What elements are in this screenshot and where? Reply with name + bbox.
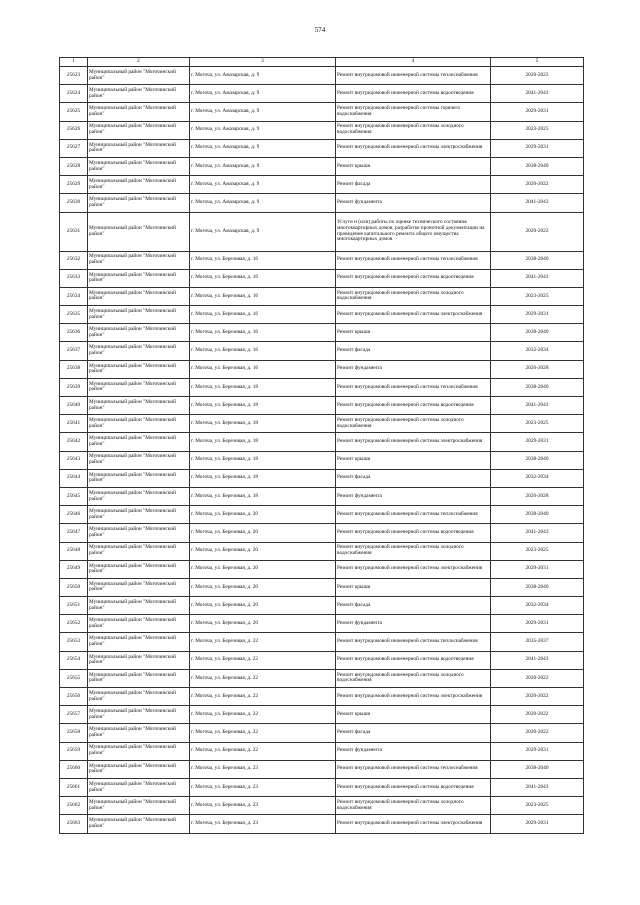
table-row: [60, 760, 584, 778]
municipality-cell: Муниципальный район "Могочинский район": [88, 212, 190, 251]
address-cell: г. Могоча, ул. Березовая, д. 16: [190, 306, 336, 324]
address-cell: г. Могоча, ул. Березовая, д. 16: [190, 251, 336, 269]
municipality-cell: Муниципальный район "Могочинский район": [88, 103, 190, 121]
table-row: [60, 415, 584, 433]
work-type-cell: Ремонт внутридомовой инженерной системы электроснабжения: [336, 139, 491, 157]
municipality-cell: Муниципальный район "Могочинский район": [88, 524, 190, 542]
row-number: 25623: [60, 67, 88, 85]
row-number: 25650: [60, 578, 88, 596]
period-cell: 2038-2040: [491, 760, 584, 778]
work-type-cell: Ремонт фасада: [336, 342, 491, 360]
period-cell: 2029-2031: [491, 560, 584, 578]
period-cell: 2029-2031: [491, 139, 584, 157]
table-row: [60, 103, 584, 121]
work-type-cell: Ремонт крыши: [336, 451, 491, 469]
period-cell: 2023-2025: [491, 542, 584, 560]
row-number: 25642: [60, 433, 88, 451]
work-type-cell: Ремонт внутридомовой инженерной системы водоотведения: [336, 524, 491, 542]
table-row: [60, 212, 584, 251]
table-row: [60, 176, 584, 194]
municipality-cell: Муниципальный район "Могочинский район": [88, 469, 190, 487]
address-cell: г. Могоча, ул. Амазарская, д. 9: [190, 67, 336, 85]
table-row: [60, 85, 584, 103]
address-cell: г. Могоча, ул. Березовая, д. 18: [190, 378, 336, 396]
row-number: 25643: [60, 451, 88, 469]
address-cell: г. Могоча, ул. Березовая, д. 18: [190, 415, 336, 433]
period-cell: 2029-2031: [491, 815, 584, 833]
period-cell: 2038-2040: [491, 578, 584, 596]
address-cell: г. Могоча, ул. Амазарская, д. 9: [190, 157, 336, 175]
work-type-cell: Ремонт крыши: [336, 706, 491, 724]
period-cell: 2038-2040: [491, 324, 584, 342]
period-cell: 2029-2031: [491, 306, 584, 324]
table-row: [60, 194, 584, 212]
row-number: 25662: [60, 797, 88, 815]
row-number: 25654: [60, 651, 88, 669]
table-row: [60, 669, 584, 687]
municipality-cell: Муниципальный район "Могочинский район": [88, 487, 190, 505]
row-number: 25631: [60, 212, 88, 251]
municipality-cell: Муниципальный район "Могочинский район": [88, 797, 190, 815]
period-cell: 2020-2022: [491, 706, 584, 724]
work-type-cell: Ремонт внутридомовой инженерной системы теплоснабжения: [336, 506, 491, 524]
row-number: 25628: [60, 157, 88, 175]
row-number: 25653: [60, 633, 88, 651]
table-row: [60, 451, 584, 469]
table-row: [60, 121, 584, 139]
address-cell: г. Могоча, ул. Березовая, д. 23: [190, 815, 336, 833]
row-number: 25635: [60, 306, 88, 324]
address-cell: г. Могоча, ул. Березовая, д. 22: [190, 669, 336, 687]
column-header-5: 5: [491, 58, 584, 67]
address-cell: г. Могоча, ул. Березовая, д. 23: [190, 778, 336, 796]
work-type-cell: Ремонт фундамента: [336, 615, 491, 633]
address-cell: г. Могоча, ул. Березовая, д. 20: [190, 615, 336, 633]
period-cell: 2026-2028: [491, 487, 584, 505]
municipality-cell: Муниципальный район "Могочинский район": [88, 578, 190, 596]
address-cell: г. Могоча, ул. Березовая, д. 20: [190, 506, 336, 524]
address-cell: г. Могоча, ул. Березовая, д. 18: [190, 397, 336, 415]
row-number: 25632: [60, 251, 88, 269]
column-header-4: 4: [336, 58, 491, 67]
municipality-cell: Муниципальный район "Могочинский район": [88, 815, 190, 833]
work-type-cell: Ремонт внутридомовой инженерной системы водоотведения: [336, 85, 491, 103]
address-cell: г. Могоча, ул. Березовая, д. 20: [190, 542, 336, 560]
row-number: 25659: [60, 742, 88, 760]
work-type-cell: Ремонт внутридомовой инженерной системы электроснабжения: [336, 560, 491, 578]
period-cell: 2041-2043: [491, 397, 584, 415]
work-type-cell: Ремонт внутридомовой инженерной системы водоотведения: [336, 651, 491, 669]
row-number: 25639: [60, 378, 88, 396]
municipality-cell: Муниципальный район "Могочинский район": [88, 669, 190, 687]
table-row: [60, 157, 584, 175]
municipality-cell: Муниципальный район "Могочинский район": [88, 85, 190, 103]
municipality-cell: Муниципальный район "Могочинский район": [88, 688, 190, 706]
work-type-cell: Ремонт внутридомовой инженерной системы холодного водоснабжения: [336, 121, 491, 139]
row-number: 25636: [60, 324, 88, 342]
table-row: [60, 269, 584, 287]
municipality-cell: Муниципальный район "Могочинский район": [88, 121, 190, 139]
address-cell: г. Могоча, ул. Березовая, д. 16: [190, 324, 336, 342]
work-type-cell: Ремонт внутридомовой инженерной системы водоотведения: [336, 269, 491, 287]
work-type-cell: Ремонт фундамента: [336, 742, 491, 760]
address-cell: г. Могоча, ул. Березовая, д. 16: [190, 342, 336, 360]
table-row: [60, 487, 584, 505]
municipality-cell: Муниципальный район "Могочинский район": [88, 615, 190, 633]
period-cell: 2041-2043: [491, 269, 584, 287]
period-cell: 2026-2028: [491, 360, 584, 378]
work-type-cell: Ремонт крыши: [336, 157, 491, 175]
address-cell: г. Могоча, ул. Амазарская, д. 9: [190, 194, 336, 212]
municipality-cell: Муниципальный район "Могочинский район": [88, 139, 190, 157]
table-row: [60, 67, 584, 85]
table-row: [60, 560, 584, 578]
row-number: 25651: [60, 597, 88, 615]
table-row: [60, 342, 584, 360]
table-row: [60, 360, 584, 378]
work-type-cell: Ремонт внутридомовой инженерной системы теплоснабжения: [336, 67, 491, 85]
table-body: [60, 67, 584, 834]
work-type-cell: Ремонт фундамента: [336, 360, 491, 378]
address-cell: г. Могоча, ул. Березовая, д. 18: [190, 469, 336, 487]
municipality-cell: Муниципальный район "Могочинский район": [88, 742, 190, 760]
row-number: 25640: [60, 397, 88, 415]
period-cell: 2041-2043: [491, 651, 584, 669]
municipality-cell: Муниципальный район "Могочинский район": [88, 633, 190, 651]
period-cell: 2038-2040: [491, 378, 584, 396]
table-row: [60, 797, 584, 815]
work-type-cell: Ремонт внутридомовой инженерной системы горячего водоснабжения: [336, 103, 491, 121]
row-number: 25663: [60, 815, 88, 833]
row-number: 25624: [60, 85, 88, 103]
row-number: 25652: [60, 615, 88, 633]
address-cell: г. Могоча, ул. Амазарская, д. 9: [190, 103, 336, 121]
address-cell: г. Могоча, ул. Березовая, д. 16: [190, 287, 336, 305]
period-cell: 2038-2040: [491, 157, 584, 175]
table-row: [60, 542, 584, 560]
work-type-cell: Ремонт внутридомовой инженерной системы электроснабжения: [336, 815, 491, 833]
address-cell: г. Могоча, ул. Березовая, д. 22: [190, 651, 336, 669]
table-row: [60, 287, 584, 305]
period-cell: 2029-2031: [491, 433, 584, 451]
table-row: [60, 469, 584, 487]
column-header-1: 1: [60, 58, 88, 67]
table-row: [60, 578, 584, 596]
address-cell: г. Могоча, ул. Амазарская, д. 9: [190, 176, 336, 194]
work-type-cell: Услуги и (или) работы по оценке технического состояния многоквартирных домов, разработке проектной документации на проведение капитального ремонта общего имущества многоквартирных домов: [336, 212, 491, 251]
period-cell: 2020-2022: [491, 669, 584, 687]
work-type-cell: Ремонт внутридомовой инженерной системы теплоснабжения: [336, 251, 491, 269]
address-cell: г. Могоча, ул. Амазарская, д. 9: [190, 139, 336, 157]
row-number: 25627: [60, 139, 88, 157]
municipality-cell: Муниципальный район "Могочинский район": [88, 433, 190, 451]
work-type-cell: Ремонт внутридомовой инженерной системы теплоснабжения: [336, 633, 491, 651]
municipality-cell: Муниципальный район "Могочинский район": [88, 724, 190, 742]
period-cell: 2032-2034: [491, 342, 584, 360]
address-cell: г. Могоча, ул. Березовая, д. 18: [190, 487, 336, 505]
municipality-cell: Муниципальный район "Могочинский район": [88, 706, 190, 724]
row-number: 25646: [60, 506, 88, 524]
work-type-cell: Ремонт внутридомовой инженерной системы холодного водоснабжения: [336, 797, 491, 815]
table-row: [60, 433, 584, 451]
address-cell: г. Могоча, ул. Березовая, д. 23: [190, 797, 336, 815]
address-cell: г. Могоча, ул. Березовая, д. 16: [190, 360, 336, 378]
work-type-cell: Ремонт внутридомовой инженерной системы холодного водоснабжения: [336, 287, 491, 305]
table-row: [60, 724, 584, 742]
work-type-cell: Ремонт фасада: [336, 724, 491, 742]
address-cell: г. Могоча, ул. Березовая, д. 22: [190, 688, 336, 706]
work-type-cell: Ремонт фундамента: [336, 194, 491, 212]
period-cell: 2038-2040: [491, 451, 584, 469]
address-cell: г. Могоча, ул. Березовая, д. 18: [190, 433, 336, 451]
row-number: 25634: [60, 287, 88, 305]
row-number: 25649: [60, 560, 88, 578]
table-header-row: [60, 58, 584, 67]
work-type-cell: Ремонт фасада: [336, 176, 491, 194]
period-cell: 2041-2043: [491, 85, 584, 103]
table-row: [60, 251, 584, 269]
row-number: 25645: [60, 487, 88, 505]
municipality-cell: Муниципальный район "Могочинский район": [88, 560, 190, 578]
municipality-cell: Муниципальный район "Могочинский район": [88, 324, 190, 342]
row-number: 25648: [60, 542, 88, 560]
municipality-cell: Муниципальный район "Могочинский район": [88, 342, 190, 360]
work-type-cell: Ремонт крыши: [336, 578, 491, 596]
municipality-cell: Муниципальный район "Могочинский район": [88, 360, 190, 378]
row-number: 25658: [60, 724, 88, 742]
address-cell: г. Могоча, ул. Березовая, д. 20: [190, 597, 336, 615]
period-cell: 2023-2025: [491, 121, 584, 139]
table-row: [60, 139, 584, 157]
table-row: [60, 524, 584, 542]
column-header-3: 3: [190, 58, 336, 67]
row-number: 25660: [60, 760, 88, 778]
period-cell: 2029-2031: [491, 103, 584, 121]
table-row: [60, 815, 584, 833]
municipality-cell: Муниципальный район "Могочинский район": [88, 269, 190, 287]
period-cell: 2020-2022: [491, 688, 584, 706]
municipality-cell: Муниципальный район "Могочинский район": [88, 651, 190, 669]
work-type-cell: Ремонт внутридомовой инженерной системы водоотведения: [336, 778, 491, 796]
table-row: [60, 706, 584, 724]
municipality-cell: Муниципальный район "Могочинский район": [88, 415, 190, 433]
work-type-cell: Ремонт внутридомовой инженерной системы электроснабжения: [336, 688, 491, 706]
period-cell: 2020-2022: [491, 724, 584, 742]
address-cell: г. Могоча, ул. Амазарская, д. 9: [190, 85, 336, 103]
municipality-cell: Муниципальный район "Могочинский район": [88, 378, 190, 396]
municipality-cell: Муниципальный район "Могочинский район": [88, 597, 190, 615]
work-type-cell: Ремонт внутридомовой инженерной системы холодного водоснабжения: [336, 415, 491, 433]
period-cell: 2020-2022: [491, 67, 584, 85]
period-cell: 2038-2040: [491, 251, 584, 269]
row-number: 25644: [60, 469, 88, 487]
table-row: [60, 651, 584, 669]
row-number: 25661: [60, 778, 88, 796]
address-cell: г. Могоча, ул. Березовая, д. 22: [190, 633, 336, 651]
period-cell: 2020-2022: [491, 176, 584, 194]
period-cell: 2041-2043: [491, 778, 584, 796]
municipality-cell: Муниципальный район "Могочинский район": [88, 67, 190, 85]
page-number: 574: [314, 26, 326, 34]
address-cell: г. Могоча, ул. Березовая, д. 23: [190, 760, 336, 778]
row-number: 25629: [60, 176, 88, 194]
period-cell: 2029-2031: [491, 615, 584, 633]
column-header-2: 2: [88, 58, 190, 67]
period-cell: 2038-2040: [491, 506, 584, 524]
municipality-cell: Муниципальный район "Могочинский район": [88, 451, 190, 469]
period-cell: 2023-2025: [491, 797, 584, 815]
municipality-cell: Муниципальный район "Могочинский район": [88, 397, 190, 415]
work-type-cell: Ремонт внутридомовой инженерной системы холодного водоснабжения: [336, 669, 491, 687]
municipality-cell: Муниципальный район "Могочинский район": [88, 542, 190, 560]
period-cell: 2020-2022: [491, 212, 584, 251]
row-number: 25633: [60, 269, 88, 287]
work-type-cell: Ремонт внутридомовой инженерной системы теплоснабжения: [336, 760, 491, 778]
row-number: 25638: [60, 360, 88, 378]
row-number: 25630: [60, 194, 88, 212]
row-number: 25647: [60, 524, 88, 542]
address-cell: г. Могоча, ул. Березовая, д. 22: [190, 724, 336, 742]
address-cell: г. Могоча, ул. Березовая, д. 22: [190, 742, 336, 760]
address-cell: г. Могоча, ул. Амазарская, д. 9: [190, 212, 336, 251]
row-number: 25657: [60, 706, 88, 724]
period-cell: 2023-2025: [491, 287, 584, 305]
row-number: 25641: [60, 415, 88, 433]
municipality-cell: Муниципальный район "Могочинский район": [88, 251, 190, 269]
address-cell: г. Могоча, ул. Березовая, д. 20: [190, 524, 336, 542]
municipality-cell: Муниципальный район "Могочинский район": [88, 506, 190, 524]
work-type-cell: Ремонт внутридомовой инженерной системы электроснабжения: [336, 306, 491, 324]
municipality-cell: Муниципальный район "Могочинский район": [88, 760, 190, 778]
repair-schedule-table: [59, 57, 584, 834]
table-row: [60, 506, 584, 524]
row-number: 25637: [60, 342, 88, 360]
work-type-cell: Ремонт фасада: [336, 469, 491, 487]
row-number: 25625: [60, 103, 88, 121]
municipality-cell: Муниципальный район "Могочинский район": [88, 778, 190, 796]
table-row: [60, 688, 584, 706]
municipality-cell: Муниципальный район "Могочинский район": [88, 306, 190, 324]
address-cell: г. Могоча, ул. Березовая, д. 22: [190, 706, 336, 724]
work-type-cell: Ремонт фундамента: [336, 487, 491, 505]
address-cell: г. Могоча, ул. Березовая, д. 16: [190, 269, 336, 287]
table-row: [60, 615, 584, 633]
work-type-cell: Ремонт внутридомовой инженерной системы теплоснабжения: [336, 378, 491, 396]
row-number: 25626: [60, 121, 88, 139]
table-row: [60, 778, 584, 796]
period-cell: 2032-2034: [491, 469, 584, 487]
work-type-cell: Ремонт крыши: [336, 324, 491, 342]
table-row: [60, 324, 584, 342]
period-cell: 2023-2025: [491, 415, 584, 433]
row-number: 25655: [60, 669, 88, 687]
address-cell: г. Могоча, ул. Березовая, д. 18: [190, 451, 336, 469]
table-row: [60, 397, 584, 415]
period-cell: 2041-2043: [491, 194, 584, 212]
period-cell: 2035-2037: [491, 633, 584, 651]
row-number: 25656: [60, 688, 88, 706]
table-row: [60, 742, 584, 760]
table-row: [60, 306, 584, 324]
period-cell: 2029-2031: [491, 742, 584, 760]
municipality-cell: Муниципальный район "Могочинский район": [88, 194, 190, 212]
table-row: [60, 378, 584, 396]
work-type-cell: Ремонт внутридомовой инженерной системы водоотведения: [336, 397, 491, 415]
municipality-cell: Муниципальный район "Могочинский район": [88, 176, 190, 194]
work-type-cell: Ремонт внутридомовой инженерной системы холодного водоснабжения: [336, 542, 491, 560]
work-type-cell: Ремонт внутридомовой инженерной системы электроснабжения: [336, 433, 491, 451]
work-type-cell: Ремонт фасада: [336, 597, 491, 615]
address-cell: г. Могоча, ул. Амазарская, д. 9: [190, 121, 336, 139]
table-row: [60, 597, 584, 615]
table-row: [60, 633, 584, 651]
address-cell: г. Могоча, ул. Березовая, д. 20: [190, 578, 336, 596]
address-cell: г. Могоча, ул. Березовая, д. 20: [190, 560, 336, 578]
period-cell: 2032-2034: [491, 597, 584, 615]
municipality-cell: Муниципальный район "Могочинский район": [88, 157, 190, 175]
period-cell: 2041-2043: [491, 524, 584, 542]
municipality-cell: Муниципальный район "Могочинский район": [88, 287, 190, 305]
